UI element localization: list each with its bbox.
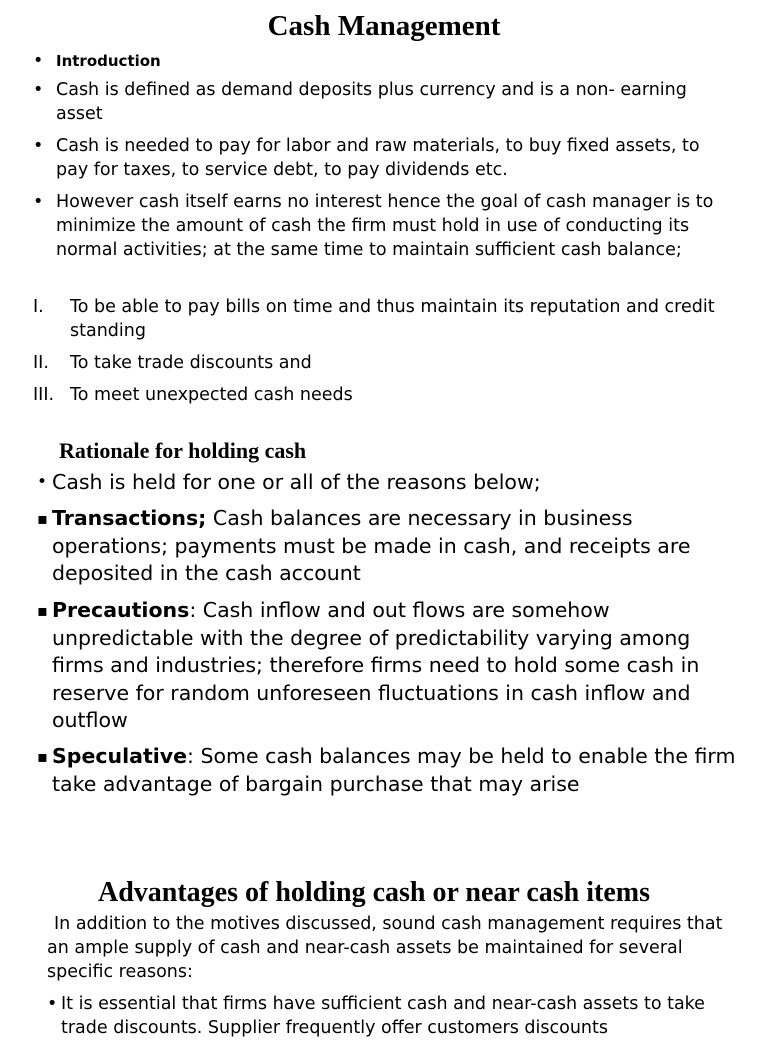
intro-bullet-2 (33, 78, 723, 126)
intro-bullet-text: Introduction (56, 52, 161, 70)
numbered-item-3 (33, 383, 723, 407)
rationale-lead-text: Cash is held for one or all of the reasons below; (52, 470, 541, 494)
motive-term: Precautions (52, 598, 190, 622)
intro-bullet-text: Cash is defined as demand deposits plus currency and is a non- earning asset (56, 80, 687, 124)
motive-term: Transactions; (52, 506, 207, 530)
numbered-item-text: To be able to pay bills on time and thus maintain its reputation and credit standing (70, 297, 715, 341)
motive-precautions (37, 597, 727, 735)
section-heading-rationale: Rationale for holding cash (59, 438, 307, 463)
advantages-bullet-1 (47, 992, 727, 1040)
numbered-marker: III. (33, 385, 55, 405)
numbered-item-1 (33, 295, 723, 343)
advantages-paragraph: In addition to the motives discussed, sound cash management requires that an ample supply of cash and near-cash assets be maintained for several specific reasons: (47, 914, 723, 982)
square-bullet-marker: ▪ (37, 747, 48, 766)
numbered-item-text: To meet unexpected cash needs (70, 385, 353, 405)
numbered-item-2 (33, 351, 723, 375)
square-bullet-marker: ▪ (37, 509, 48, 528)
bullet-marker: • (33, 136, 44, 156)
numbered-marker: I. (33, 297, 44, 317)
motive-text: Cash balances are necessary in business operations; payments must be made in cash, and receipts are deposited in the cash account (52, 506, 691, 585)
bullet-marker: • (33, 192, 44, 212)
intro-bullet-text: However cash itself earns no interest hence the goal of cash manager is to minimize the amount of cash the firm must hold in use of conducting its normal activities; at the same time to maintain sufficient cash balance; (56, 192, 714, 260)
motive-speculative (37, 743, 737, 798)
numbered-item-text: To take trade discounts and (70, 353, 312, 373)
motive-transactions (37, 505, 717, 588)
section-heading-advantages: Advantages of holding cash or near cash items (97, 877, 650, 908)
advantages-bullet-text: It is essential that firms have sufficient cash and near-cash assets to take trade discounts. Supplier frequently offer customers discounts (61, 994, 705, 1038)
motive-term: Speculative (52, 744, 188, 768)
intro-bullet-text: Cash is needed to pay for labor and raw materials, to buy fixed assets, to pay for taxes, to service debt, to pay dividends etc. (56, 136, 700, 180)
page-title: Cash Management (267, 10, 501, 42)
square-bullet-marker: ▪ (37, 601, 48, 620)
bullet-marker: • (33, 80, 44, 100)
bullet-marker: • (33, 51, 44, 71)
motive-text: : Some cash balances may be held to enable the firm take advantage of bargain purchase that may arise (52, 744, 736, 796)
intro-bullet-1 (33, 49, 733, 73)
bullet-marker: • (47, 994, 58, 1014)
numbered-marker: II. (33, 353, 49, 373)
bullet-marker: • (37, 472, 48, 492)
rationale-lead (37, 469, 737, 497)
motive-text: : Cash inflow and out flows are somehow unpredictable with the degree of predictability varying among firms and industries; therefore firms need to hold some cash in reserve for random unforeseen fluctuations in cash inflow and outflow (52, 598, 700, 732)
intro-bullet-3 (33, 134, 723, 182)
intro-bullet-4 (33, 190, 728, 262)
